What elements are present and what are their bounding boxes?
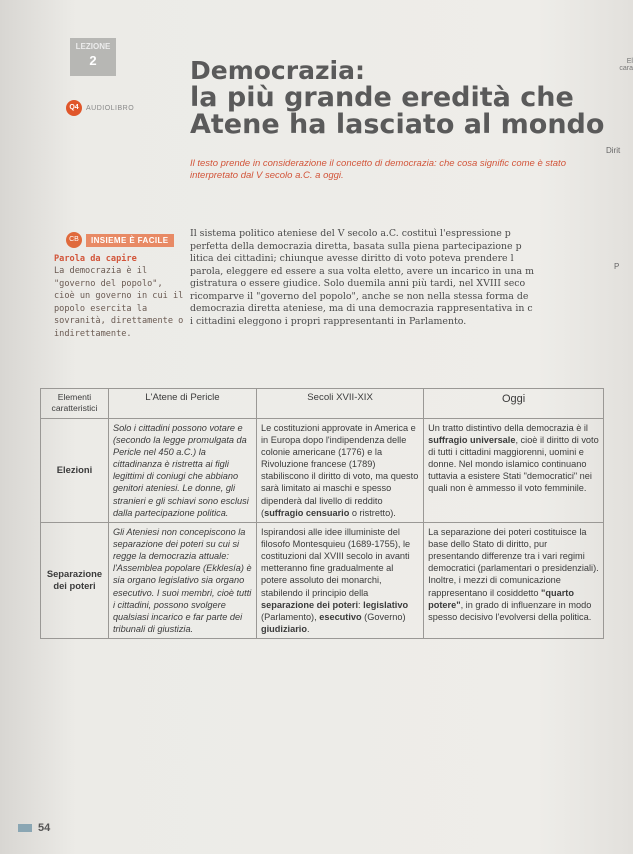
side-note bbox=[54, 253, 184, 340]
side-note-highlight: Parola da capire bbox=[54, 254, 137, 264]
cell-italic: Ekklesía bbox=[206, 563, 241, 574]
cell-bold: esecutivo bbox=[319, 611, 362, 622]
cell-text: Ispirandosi alle idee illuministe del filosofo Montesquieu (1689-1755), le costituzioni dal XVIII secolo in avanti metteranno fine gradualmente al potere assoluto dei monarchi, stabilendo il principio della bbox=[261, 526, 411, 598]
cell-text: (Parlamento), bbox=[261, 611, 320, 622]
side-note-text: La democrazia è il "governo del popolo", cioè un governo in cui il popolo esercita la sovranità, direttamente o indirettamente. bbox=[54, 266, 184, 339]
page-number-bar bbox=[18, 824, 32, 832]
cell-text: Gli Ateniesi non concepiscono la separazione dei poteri su cui si regge la democrazia attuale: l'Assemblea popolare ( bbox=[112, 526, 246, 574]
page-number bbox=[18, 822, 50, 834]
cell-bold: separazione dei poteri bbox=[261, 599, 359, 610]
cell-oggi-separazione bbox=[424, 522, 604, 638]
lesson-tab-number: 2 bbox=[89, 53, 97, 68]
next-page-tab-line-1: El bbox=[626, 58, 633, 65]
cell-bold: "quarto potere" bbox=[428, 587, 574, 610]
next-page-tab bbox=[600, 58, 633, 72]
cell-text: , cioè il diritto di voto di tutti i cittadini maggiorenni, uomini e donne. Nel mondo islamico continuano tuttavia a esistere Stati "democratici" nei quali non è ammesso il voto femminile. bbox=[428, 434, 599, 494]
body-line: gistratura o essere giudice. Solo duemila anni più tardi, nel XVIII seco bbox=[190, 278, 526, 289]
row-head-elezioni: Elezioni bbox=[41, 418, 109, 522]
cell-bold: giudiziario bbox=[261, 623, 307, 634]
cell-text: ) è sia organo legislativo sia organo esecutivo. I suoi membri, cioè tutti i cittadini, possono svolgere qualsiasi incarico e far parte dei tribunali di giustizia. bbox=[112, 563, 252, 634]
cell-bold: legislativo bbox=[363, 599, 409, 610]
body-paragraph bbox=[190, 228, 615, 328]
body-line: parola, eleggere ed essere a sua volta eletto, avere un incarico in una m bbox=[190, 265, 534, 277]
cell-secoli-separazione bbox=[257, 522, 424, 638]
audio-label: AUDIOLIBRO bbox=[86, 104, 135, 112]
body-line: litica dei cittadini; chiunque avesse diritto di voto poteva prendere l bbox=[190, 253, 514, 264]
cell-atene-elezioni: Solo i cittadini possono votare e (secondo la legge promulgata da Pericle nel 450 a.C.) la cittadinanza è ristretta ai figli legittimi di coniugi che abbiano genitori ateniesi. Le donne, gli stranieri e gli schiavi sono esclusi dalla partecipazione politica. bbox=[108, 418, 256, 522]
side-mark-1: Dirit bbox=[606, 146, 621, 155]
audiobook-badge[interactable] bbox=[66, 100, 134, 116]
header-oggi: Oggi bbox=[424, 389, 604, 419]
row-head-separazione: Separazione dei poteri bbox=[41, 522, 109, 638]
lesson-tab-label: LEZIONE bbox=[75, 42, 111, 51]
cell-atene-separazione bbox=[108, 522, 256, 638]
cell-oggi-elezioni bbox=[424, 418, 604, 522]
title-line-3: Atene ha lasciato al mondo bbox=[190, 109, 605, 141]
insieme-label: INSIEME È FACILE bbox=[86, 234, 174, 247]
body-line: ricomparve il "governo del popolo", anche se non nella stessa forma de bbox=[190, 290, 529, 302]
cell-text: (Governo) bbox=[361, 611, 406, 622]
header-elementi: Elementi caratteristici bbox=[41, 389, 109, 419]
table-row bbox=[41, 522, 604, 638]
insieme-facile-badge bbox=[66, 232, 174, 248]
header-atene: L'Atene di Pericle bbox=[108, 389, 256, 419]
cell-secoli-elezioni bbox=[257, 418, 424, 522]
cell-bold: suffragio universale bbox=[428, 434, 516, 445]
page-number-text: 54 bbox=[38, 822, 51, 834]
title-line-1: Democrazia: bbox=[190, 56, 365, 85]
cell-bold: suffragio censuario bbox=[264, 507, 350, 518]
cell-text: Le costituzioni approvate in America e in Europa dopo l'indipendenza delle colonie americane (1776) e la Rivoluzione francese (1789) stabiliscono il diritto di voto, ma questo sarà limitato ai maschi e spesso dipenderà dal livello di reddito ( bbox=[261, 422, 419, 518]
body-line: democrazia diretta ateniese, ma di una democrazia rappresentativa in c bbox=[190, 303, 533, 314]
cell-text: , in grado di influenzare in modo spesso decisivo l'evolversi della politica. bbox=[428, 599, 592, 622]
header-secoli: Secoli XVII-XIX bbox=[257, 389, 424, 419]
page-title bbox=[190, 58, 630, 139]
table-row bbox=[41, 418, 604, 522]
cell-text: o ristretto). bbox=[349, 507, 396, 518]
body-line: i cittadini eleggono i propri rappresentanti in Parlamento. bbox=[190, 315, 467, 327]
comparison-table bbox=[40, 388, 604, 639]
cell-text: La separazione dei poteri costituisce la base dello Stato di diritto, pur presentando differenze tra i vari regimi democratici (parlamentari o presidenziali). Inoltre, i mezzi di comunicazione rappresentano il cosiddetto bbox=[428, 526, 599, 598]
body-line: perfetta della democrazia diretta, basata sulla piena partecipazione p bbox=[190, 240, 522, 252]
subtitle: Il testo prende in considerazione il concetto di democrazia: che cosa signific come è stato interpretato dal V secolo a.C. a oggi. bbox=[190, 158, 566, 182]
audio-icon: Q4 bbox=[66, 100, 82, 116]
next-page-tab-line-2: cara bbox=[619, 65, 633, 72]
body-line: Il sistema politico ateniese del V secolo a.C. costituì l'espressione p bbox=[190, 228, 511, 239]
table-header-row bbox=[41, 389, 604, 419]
cell-text: Un tratto distintivo della democrazia è il bbox=[428, 422, 588, 433]
side-mark-2: P bbox=[614, 262, 620, 271]
cell-text: . bbox=[306, 623, 310, 634]
title-line-2: la più grande eredità che bbox=[190, 81, 574, 113]
lesson-tab bbox=[70, 38, 116, 76]
cell-text: : bbox=[358, 599, 364, 610]
people-icon: CB bbox=[66, 232, 82, 248]
